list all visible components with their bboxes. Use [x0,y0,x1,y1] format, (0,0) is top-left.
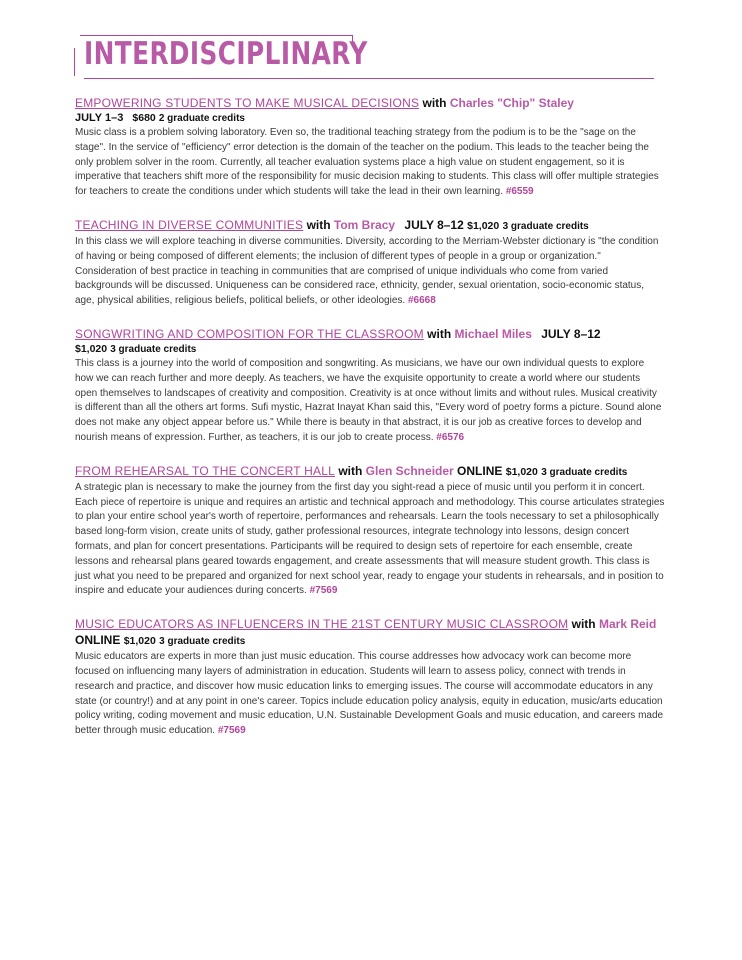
header-rule [84,78,654,79]
online-label: ONLINE [457,463,503,478]
with-label: with [306,217,331,232]
section-title: INTERDISCIPLINARY [84,36,368,72]
instructor-name: Tom Bracy [333,217,396,232]
with-label: with [571,617,596,632]
course-price: $1,020 [123,635,156,648]
course-dates: JULY 8–12 [404,217,464,232]
course-credits: 2 graduate credits [158,113,245,124]
course-heading [75,463,665,481]
course-credits: 3 graduate credits [110,343,197,355]
instructor-name: Glen Schneider [365,463,454,478]
course-title-link[interactable]: MUSIC EDUCATORS AS INFLUENCERS IN THE 21ST CENTURY MUSIC CLASSROOM [75,617,569,632]
course-description [75,235,665,309]
course-description-text: In this class we will explore teaching in diverse communities. Diversity, according to the Merriam-Webster dictionary is "the condition of having or being composed of different elements; the inclusion of different types of people in a group or organization." Consideration of best practice in teaching in communities that are comprised of unique individuals who come from varied backgrounds will be discussed. Uniqueness can be considered race, ethnicity, gender, sexual orientation, socio-economic status, age, physical abilities, religious beliefs, political beliefs, or other ideologies. [75,235,659,307]
course-code: #6576 [436,431,465,443]
course-price: $1,020 [505,465,538,478]
course-credits: 3 graduate credits [541,466,628,478]
course-code: #6559 [505,186,534,198]
course-description [75,650,665,739]
course-entry [75,95,665,200]
course-credits: 3 graduate credits [159,636,246,648]
course-meta [75,342,665,357]
course-heading [75,95,665,111]
course-price: $1,020 [75,342,108,355]
course-code: #6668 [407,295,436,307]
course-description [75,126,665,200]
course-heading [75,616,665,650]
course-description [75,481,665,599]
course-code: #7569 [309,585,338,597]
course-title-link[interactable]: FROM REHEARSAL TO THE CONCERT HALL [75,463,335,478]
course-dates: JULY 8–12 [541,326,601,341]
course-description-text: A strategic plan is necessary to make the journey from the first day you sight-read a piece of music until you perform it in concert. Each piece of repertoire is unique and requires an artistic and technical approach and methodology. This course articulates strategies to plan your entire school year's worth of repertoire, performances and rehearsals. Learn the tools necessary to set a philosophically based long-form vision, create units of study, gather professional resources, integrate technology into lessons, design concert formats, and plan for concert presentations. Participants will be required to design sets of repertoire for each ensemble, create lessons and rehearsal plans geared towards engagement, and create assessments that will measure student growth. This class is just what you need to be prepared and organized for next school year, ready to engage your students in rehearsals, and in position to inspire and educate your audiences during concerts. [75,481,665,597]
course-title-link[interactable]: TEACHING IN DIVERSE COMMUNITIES [75,217,304,232]
course-heading [75,326,665,342]
course-description-text: This class is a journey into the world of composition and songwriting. As musicians, we have our own individual quests to explore how we can reach further and more deeply. As teachers, we have the exquisite opportunity to create a world where our students open themselves to landscapes of creativity and composition. Creativity is at once without limits and without rules. Musical creativity is different than all the others art forms. Sufi mystic, Hazrat Inayat Khan said this, "Every word of poetry forms a picture. Sound alone does not make any object appear before us." While there is beauty in that abstract, it is our job as creative forces to develop and nourish means of expression. Further, as teachers, it is our job to create process. [75,357,662,443]
course-entry [75,217,665,309]
with-label: with [427,326,452,341]
with-label: with [422,96,447,110]
instructor-name: Michael Miles [454,326,532,341]
course-dates: JULY 1–3 [75,112,124,124]
course-description [75,357,665,446]
course-entry [75,616,665,739]
section-header [74,30,654,82]
course-price: $1,020 [467,219,500,232]
instructor-name: Charles "Chip" Staley [449,96,574,110]
course-description-text: Music class is a problem solving laboratory. Even so, the traditional teaching strategy from the podium is to be the "sage on the stage". In the service of "efficiency" error detection is the domain of the teacher on the podium. This leads to the teacher being the only problem solver in the room. Currently, all teacher evaluation systems place a high value on student engagement, so it is imperative that teachers shift more of the responsibility for music decision making to students. This class will offer multiple strategies for teachers to create the conditions under which students will take the lead in their own learning. [75,127,659,198]
course-description-text: Music educators are experts in more than just music education. This course addresses how advocacy work can become more focused on influencing many layers of administration in education. Students will learn to assess policy, connect with trends in research and practice, and discover how music education links to emerging issues. The course will accommodate educators in any state (or country!) and at any point in one's career. Topics include education policy analysis, equity in education, music/arts education policy writing, coding movement and music education, U.N. Sustainable Development Goals and music education, and careers made better through music education. [75,651,664,737]
course-list [75,95,665,756]
course-title-link[interactable]: SONGWRITING AND COMPOSITION FOR THE CLASSROOM [75,326,424,341]
instructor-name: Mark Reid [598,617,657,632]
course-entry [75,326,665,446]
course-code: #7569 [217,725,246,737]
course-meta [75,111,665,126]
course-heading [75,217,665,235]
course-entry [75,463,665,599]
online-label: ONLINE [75,633,121,648]
course-credits: 3 graduate credits [502,220,589,232]
with-label: with [338,463,363,478]
course-price: $680 [132,112,156,124]
course-title-link[interactable]: EMPOWERING STUDENTS TO MAKE MUSICAL DECISIONS [75,96,420,110]
header-frame-left-line [74,48,75,76]
